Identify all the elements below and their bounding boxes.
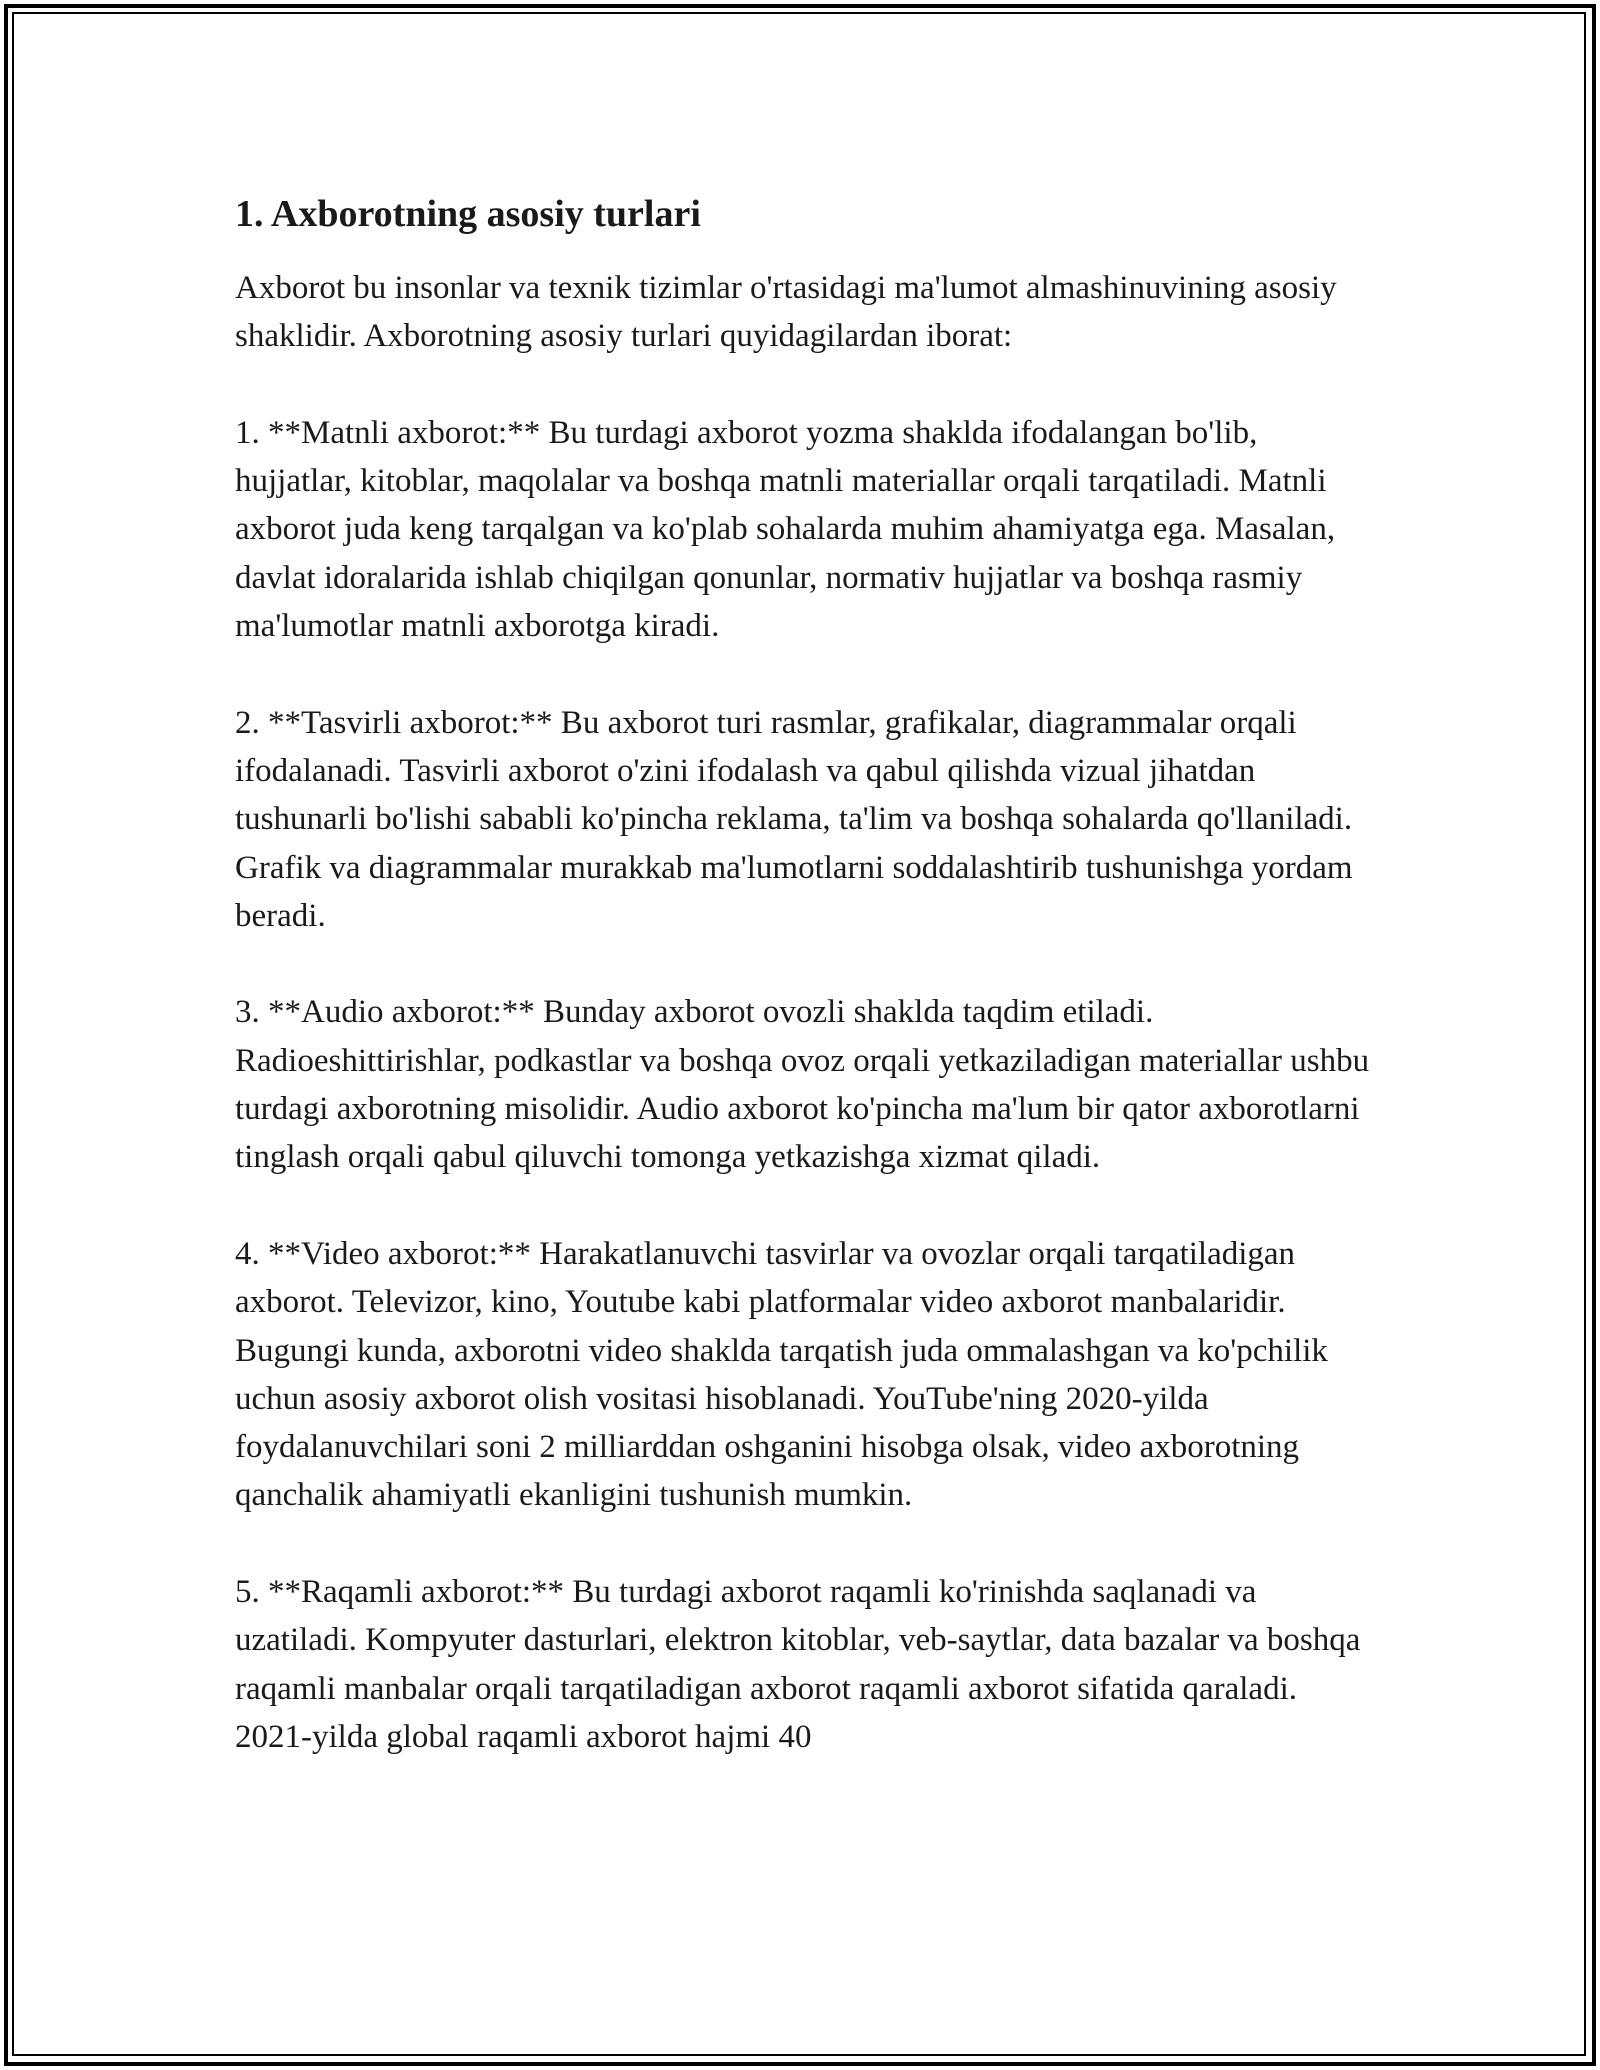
document-body bbox=[235, 186, 1375, 1810]
intro-paragraph: Axborot bu insonlar va texnik tizimlar o'rtasidagi ma'lumot almashinuvining asosiy shaklidir. Axborotning asosiy turlari quyidagilardan iborat: bbox=[235, 270, 1337, 355]
paragraph-video-info: 4. **Video axborot:** Harakatlanuvchi tasvirlar va ovozlar orqali tarqatiladigan axborot. Televizor, kino, Youtube kabi platformalar video axborot manbalaridir. Bugungi kunda, axborotni video shaklda tarqatish juda ommalashgan va ko'pchilik uchun asosiy axborot olish vositasi hisoblanadi. YouTube'ning 2020-yilda foydalanuvchilari soni 2 milliarddan oshganini hisobga olsak, video axborotning qanchalik ahamiyatli ekanligini tushunish mumkin. bbox=[235, 1235, 1328, 1514]
section-heading: 1. Axborotning asosiy turlari bbox=[235, 193, 701, 235]
paragraph-text-info: 1. **Matnli axborot:** Bu turdagi axborot yozma shaklda ifodalangan bo'lib, hujjatlar, kitoblar, maqolalar va boshqa matnli materiallar orqali tarqatiladi. Matnli axborot juda keng tarqalgan va ko'plab sohalarda muhim ahamiyatga ega. Masalan, davlat idoralarida ishlab chiqilgan qonunlar, normativ hujjatlar va boshqa rasmiy ma'lumotlar matnli axborotga kiradi. bbox=[235, 414, 1336, 645]
paragraph-image-info: 2. **Tasvirli axborot:** Bu axborot turi rasmlar, grafikalar, diagrammalar orqali ifodalanadi. Tasvirli axborot o'zini ifodalash va qabul qilishda vizual jihatdan tushunarli bo'lishi sababli ko'pincha reklama, ta'lim va boshqa sohalarda qo'llaniladi. Grafik va diagrammalar murakkab ma'lumotlarni soddalashtirib tushunishga yordam beradi. bbox=[235, 704, 1353, 934]
paragraph-audio-info: 3. **Audio axborot:** Bunday axborot ovozli shaklda taqdim etiladi. Radioeshittirishlar, podkastlar va boshqa ovoz orqali yetkaziladigan materiallar ushbu turdagi axborotning misolidir. Audio axborot ko'pincha ma'lum bir qator axborotlarni tinglash orqali qabul qiluvchi tomonga yetkazishga xizmat qiladi. bbox=[235, 994, 1370, 1176]
paragraph-digital-info: 5. **Raqamli axborot:** Bu turdagi axborot raqamli ko'rinishda saqlanadi va uzatiladi. Kompyuter dasturlari, elektron kitoblar, veb-saytlar, data bazalar va boshqa raqamli manbalar orqali tarqatiladigan axborot raqamli axborot sifatida qaraladi. 2021-yilda global raqamli axborot hajmi 40 bbox=[235, 1574, 1361, 1755]
